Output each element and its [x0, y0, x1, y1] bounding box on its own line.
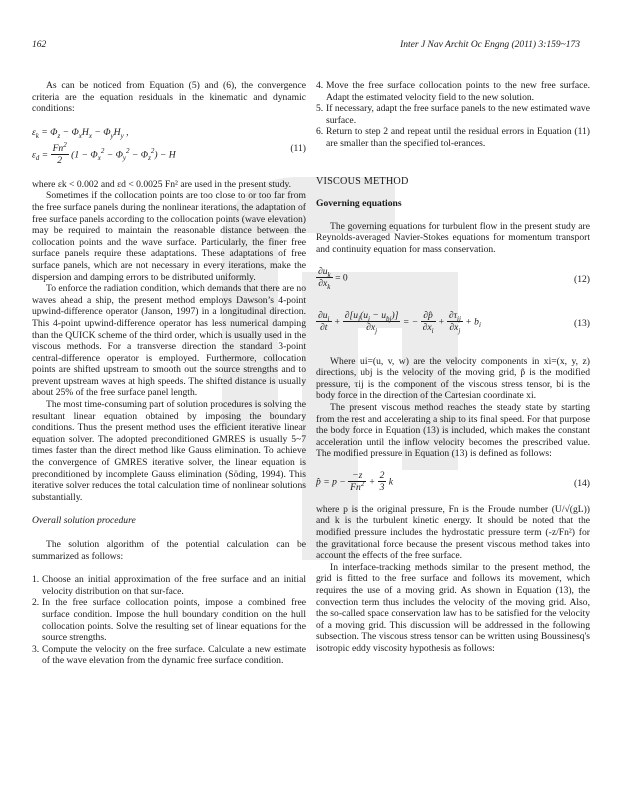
paragraph-radiation: To enforce the radiation condition, which demands that there are no waves ahead a ship, the present method employs Dawson’s 4-point upwind-difference operator (Janson, 1997) in a longitudinal direction. This 4-point upwind-difference operator has less numerical damping than the QUICK scheme of the third order, which is usually used in the viscous methods. For a transverse direction the standard 3-point central-difference operator is employed. Furthermore, collocation points are shifted upstream to smooth out the source strengths and to prevent upstream waves at high speeds. The shifted distance is usually about 25% of the free surface panel length.: [32, 283, 306, 399]
equation-14-number: (14): [574, 477, 590, 489]
paragraph-variables: Where ui=(u, v, w) are the velocity components in xi=(x, y, z) directions, ubj is the velocity of the moving grid, p̂ is the modified pressure, τij is the component of the viscous stress tensor, bi is the body force in the direction of the Cartesian coordinate xi.: [316, 355, 590, 402]
equation-14: p̂ = p − $\frac{-z}{Fn^2}$ + $\frac{2}{3}$ k (14): [316, 469, 590, 494]
subheading-overall-procedure: Overall solution procedure: [32, 515, 136, 527]
paragraph-steady-state: The present viscous method reaches the steady state by starting from the rest and accelerating a ship to its final speed. For that purpose the body force in Equation (13) is included, which makes the constant acceleration until the inflow velocity becomes the prescribed value. The modified pressure in Equation (13) is defined as follows:: [316, 401, 590, 460]
list-item: 5. If necessary, adapt the free surface panels to the new estimated wave surface.: [316, 103, 590, 126]
equation-11: $\varepsilon_k = \Phi_z - \Phi_xH_x - \Phi_yH_y$ , $\varepsilon_d$ = $\frac{Fn^2}{2}$ $(1 - \Phi_x^2 - \Phi_y^2 - \Phi_z^2) - H$ (11): [32, 126, 306, 167]
list-item: 1. Choose an initial approximation of the free surface and an initial velocity distribution on that sur-face.: [32, 574, 306, 597]
running-header: Inter J Nav Archit Oc Engng (2011) 3:159~173: [400, 40, 580, 50]
list-item: 4. Move the free surface collocation points to the new free surface. Adapt the estimated velocity field to the new solution.: [316, 80, 590, 103]
section-title-viscous: VISCOUS METHOD: [316, 175, 409, 187]
step-list-left: [32, 574, 306, 667]
list-item: 6. Return to step 2 and repeat until the residual errors in Equation (11) are smaller than the specified tol-erances.: [316, 126, 590, 149]
paragraph-solver: The most time-consuming part of solution procedures is solving the resultant linear equation obtained by imposing the boundary conditions. Thus the present method uses the efficient iterative linear equation solver. The adopted preconditioned GMRES is usually 5~7 times faster than the direct method like Gauss elimination. To achieve the convergence of GMRES iterative solver, the linear equation is preconditioned by incomplete Gauss elimination (Söding, 1994). This iterative solver reduces the total calculation time of nonlinear solutions substantially.: [32, 399, 306, 503]
equation-13-number: (13): [574, 317, 590, 329]
paragraph-criteria: where εk < 0.002 and εd < 0.0025 Fn² are used in the present study.: [32, 178, 292, 190]
equation-13: $\frac{\partial u_i}{\partial t}$ + $\frac{\partial[u_i(u_j - u_{bj})]}{\partial x_j}$ = − $\frac{\partial p̂}{\partial x_i}$ + $\frac{\partial\tau_{ij}}{\partial x_j}$ + $b_i$ (13): [318, 309, 590, 336]
equation-11-number: (11): [290, 142, 306, 154]
equation-12-number: (12): [574, 273, 590, 285]
paragraph-pressure: where p is the original pressure, Fn is the Froude number (U/√(gL)) and k is the turbulent kinetic energy. It should be noted that the modified pressure includes the hydrostatic pressure term (-z/Fn²) for the gravitational force because the present viscous method takes into account the effects of the free surface.: [316, 503, 590, 562]
step-list-right: [316, 80, 590, 150]
paragraph-algorithm-intro: The solution algorithm of the potential calculation can be summarized as follows:: [32, 539, 306, 562]
paragraph-governing: The governing equations for turbulent flow in the present study are Reynolds-averaged Navier-Stokes equations for momentum transport and continuity equation for mass conservation.: [316, 220, 590, 255]
subheading-governing: Governing equations: [316, 198, 402, 210]
list-item: 3. Compute the velocity on the free surface. Calculate a new estimate of the wave elevation from the dynamic free surface condition.: [32, 643, 306, 667]
page-number: 162: [32, 40, 47, 50]
paragraph-adaptation: Sometimes if the collocation points are too close to or too far from the free surface panels during the nonlinear iterations, the adaptation of free surface panels according to the collocation points (wave elevation) may be required to maintain the reasonable distance between the collocation points and the wave surface. Particularly, the finer free surface panels require these adaptations. These adaptations of free surface panels, which are not necessary in every iterations, make the dispersion and damping errors to be distributed uniformly.: [32, 190, 306, 283]
left-column: [32, 80, 306, 667]
paragraph-moving-grid: In interface-tracking methods similar to the present method, the grid is fitted to the free surface and follows its movement, which requires the use of a moving grid. As shown in Equation (13), the convection term thus includes the velocity of the moving grid. Also, the so-called space conservation law has to be satisfied for the velocity of a moving grid. This discussion will be addressed in the following subsection. The viscous stress tensor can be written using Boussinesq's isotropic eddy viscosity hypothesis as follows:: [316, 561, 590, 654]
paragraph-convergence: As can be noticed from Equation (5) and (6), the convergence criteria are the equation residuals in the kinematic and dynamic conditions:: [32, 80, 306, 115]
equation-12: $\frac{\partial u_k}{\partial x_k}$ = 0 (12): [318, 265, 590, 292]
right-column: [316, 80, 590, 655]
list-item: 2. In the free surface collocation points, impose a combined free surface condition. Impose the hull boundary condition on the hull collocation points. Solve the resulting set of linear equations for the source strengths.: [32, 597, 306, 644]
